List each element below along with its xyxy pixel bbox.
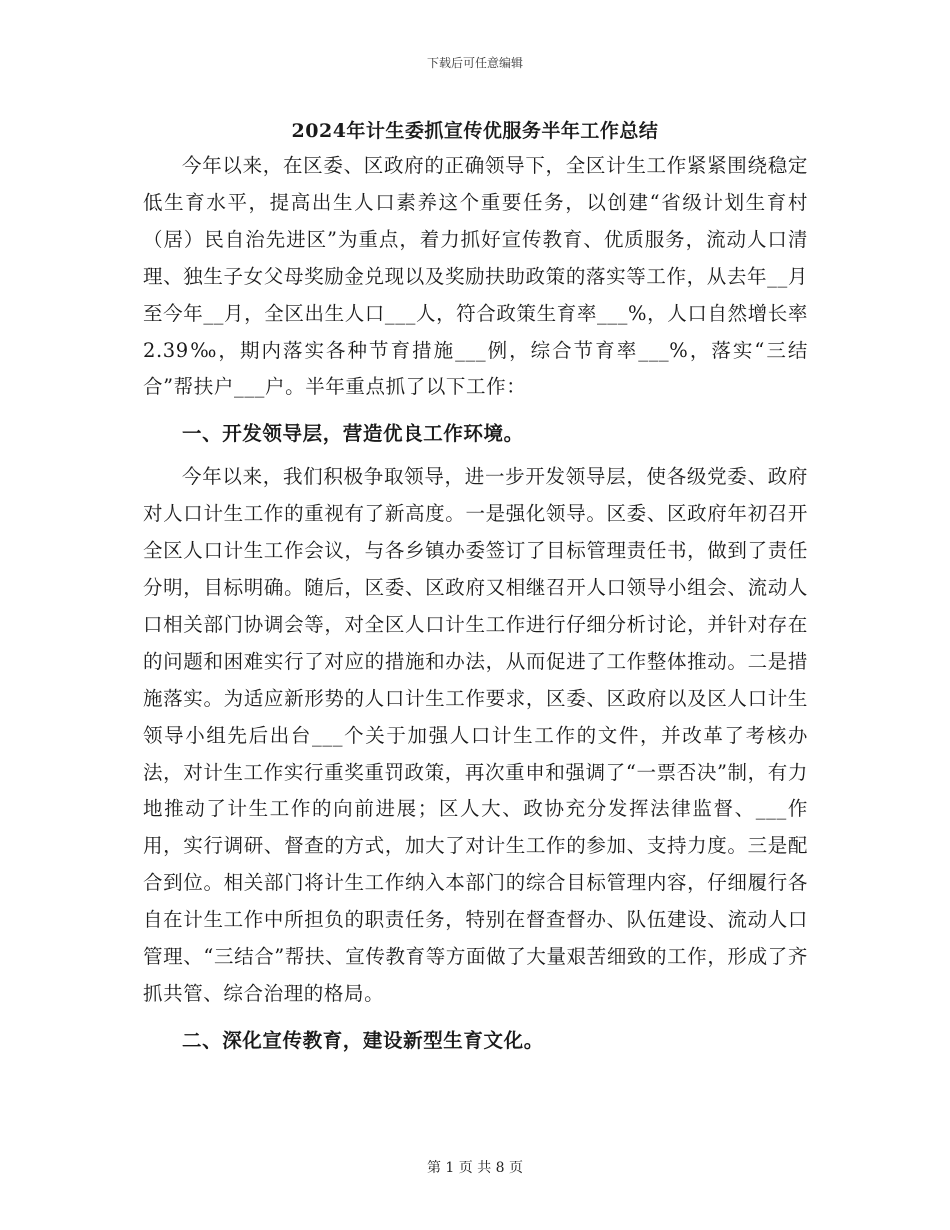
intro-paragraph: 今年以来，在区委、区政府的正确领导下，全区计生工作紧紧围绕稳定低生育水平，提高出生人口素养这个重要任务，以创建“省级计划生育村（居）民自治先进区”为重点，着力抓好宣传教育、优质服务，流动人口清理、独生子女父母奖励金兑现以及奖励扶助政策的落实等工作，从去年__月至今年__月，全区出生人口___人，符合政策生育率___%，人口自然增长率2.39‰，期内落实各种节育措施___例，综合节育率___%，落实“三结合”帮扶户___户。半年重点抓了以下工作： [143, 154, 808, 399]
header-note: 下载后可任意编辑 [426, 56, 523, 70]
document-title: 2024年计生委抓宣传优服务半年工作总结 [291, 120, 659, 142]
section-1-paragraph: 今年以来，我们积极争取领导，进一步开发领导层，使各级党委、政府对人口计生工作的重视有了新高度。一是强化领导。区委、区政府年初召开全区人口计生工作会议，与各乡镇办委签订了目标管理责任书，做到了责任分明，目标明确。随后，区委、区政府又相继召开人口领导小组会、流动人口相关部门协调会等，对全区人口计生工作进行仔细分析讨论，并针对存在的问题和困难实行了对应的措施和办法，从而促进了工作整体推动。二是措施落实。为适应新形势的人口计生工作要求，区委、区政府以及区人口计生领导小组先后出台___个关于加强人口计生工作的文件，并改革了考核办法，对计生工作实行重奖重罚政策，再次重申和强调了“一票否决”制，有力地推动了计生工作的向前进展；区人大、政协充分发挥法律监督、___作用，实行调研、督查的方式，加大了对计生工作的参加、支持力度。三是配合到位。相关部门将计生工作纳入本部门的综合目标管理内容，仔细履行各自在计生工作中所担负的职责任务，特别在督查督办、队伍建设、流动人口管理、“三结合”帮扶、宣传教育等方面做了大量艰苦细致的工作，形成了齐抓共管、综合治理的格局。 [143, 465, 808, 1005]
section-2-heading: 二、深化宣传教育，建设新型生育文化。 [182, 1028, 544, 1052]
document-body [143, 148, 808, 1060]
page-footer: 第 1 页 共 8 页 [426, 1160, 524, 1176]
section-1-heading: 一、开发领导层，营造优良工作环境。 [182, 422, 524, 446]
